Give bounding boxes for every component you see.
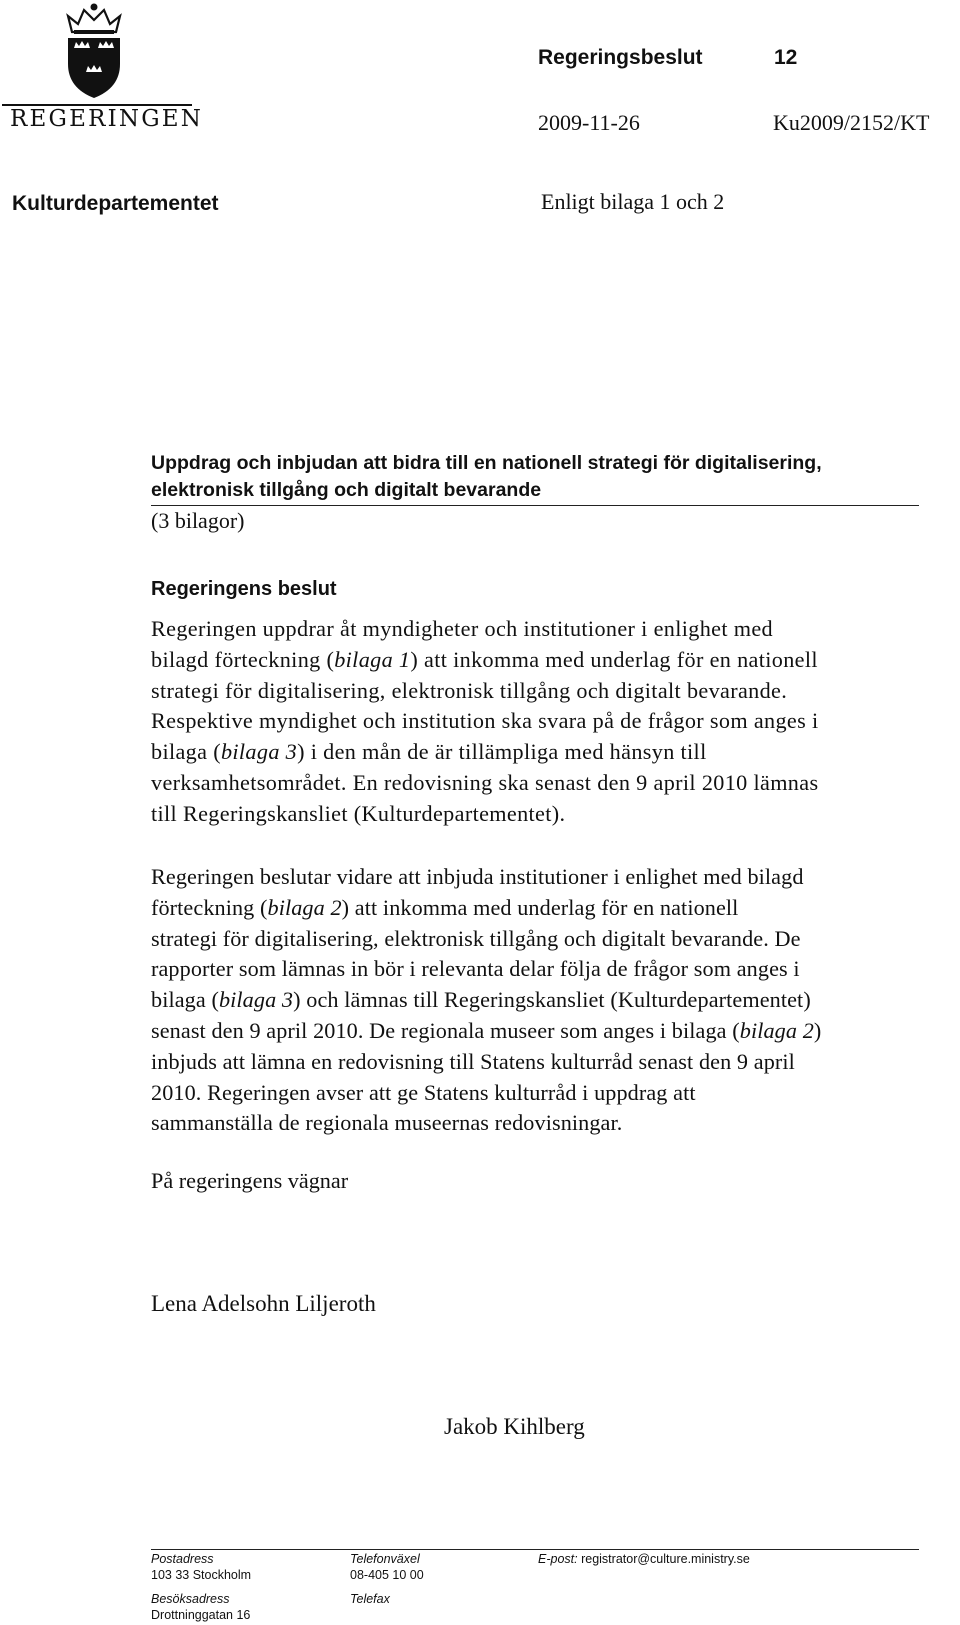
department-name: Kulturdepartementet xyxy=(12,192,219,215)
text-line: rapporter som lämnas in bör i relevanta delar följa de frågor som anges i xyxy=(151,956,800,982)
text-line: strategi för digitalisering, elektronisk tillgång och digitalt bevarande. xyxy=(151,677,788,703)
visit-label: Besöksadress xyxy=(151,1592,230,1606)
official-signature: Jakob Kihlberg xyxy=(444,1414,585,1439)
subject-divider xyxy=(151,505,919,506)
fax-label: Telefax xyxy=(350,1592,390,1606)
document-date: 2009-11-26 xyxy=(538,110,640,135)
closing-phrase: På regeringens vägnar xyxy=(151,1168,349,1193)
email-address[interactable]: registrator@culture.ministry.se xyxy=(581,1552,750,1566)
text-line: inbjuds att lämna en redovisning till Statens kulturråd senast den 9 april xyxy=(151,1048,795,1074)
text-line: 2010. Regeringen avser att ge Statens kulturråd i uppdrag att xyxy=(151,1079,696,1105)
text-line: bilaga (bilaga 3) i den mån de är tillämpliga med hänsyn till xyxy=(151,739,707,765)
postal-address: 103 33 Stockholm xyxy=(151,1568,252,1582)
logo-wordmark: REGERINGEN xyxy=(10,106,204,132)
subject-line-2: elektronisk tillgång och digitalt bevarande xyxy=(151,479,542,501)
footer-divider xyxy=(151,1549,919,1550)
text-line: till Regeringskansliet (Kulturdepartementet). xyxy=(151,800,566,826)
text-line: Regeringen uppdrar åt myndigheter och institutioner i enlighet med xyxy=(151,616,773,641)
government-logo xyxy=(0,0,204,140)
attachments-count: (3 bilagor) xyxy=(151,508,245,533)
text-line: Respektive myndighet och institution ska svara på de frågor som anges i xyxy=(151,708,819,734)
text-line: senast den 9 april 2010. De regionala museer som anges i bilaga (bilaga 2) xyxy=(151,1017,822,1043)
document-type: Regeringsbeslut xyxy=(538,46,703,69)
email-label: E-post: xyxy=(538,1552,578,1566)
phone-label: Telefonväxel xyxy=(350,1552,420,1566)
page-number: 12 xyxy=(774,46,798,69)
coat-of-arms-icon xyxy=(62,2,126,100)
email-block xyxy=(538,1552,750,1566)
minister-signature: Lena Adelsohn Liljeroth xyxy=(151,1291,376,1316)
postal-label: Postadress xyxy=(151,1552,214,1566)
visit-address: Drottninggatan 16 xyxy=(151,1608,251,1622)
text-line: Regeringen beslutar vidare att inbjuda institutioner i enlighet med bilagd xyxy=(151,864,804,889)
recipient: Enligt bilaga 1 och 2 xyxy=(541,189,725,214)
text-line: bilaga (bilaga 3) och lämnas till Regeringskansliet (Kulturdepartementet) xyxy=(151,987,811,1013)
subject-heading xyxy=(151,450,921,504)
text-line: strategi för digitalisering, elektronisk tillgång och digitalt bevarande. De xyxy=(151,925,801,951)
text-line: förteckning (bilaga 2) att inkomma med underlag för en nationell xyxy=(151,894,739,920)
decision-heading: Regeringens beslut xyxy=(151,578,337,600)
decision-paragraph-1 xyxy=(151,614,931,830)
text-line: sammanställa de regionala museernas redovisningar. xyxy=(151,1110,623,1136)
text-line: bilagd förteckning (bilaga 1) att inkomma med underlag för en nationell xyxy=(151,646,818,672)
decision-paragraph-2 xyxy=(151,862,931,1139)
subject-line-1: Uppdrag och inbjudan att bidra till en nationell strategi för digitalisering, xyxy=(151,452,822,474)
phone-number: 08-405 10 00 xyxy=(350,1568,424,1582)
text-line: verksamhetsområdet. En redovisning ska senast den 9 april 2010 lämnas xyxy=(151,769,819,795)
reference-number: Ku2009/2152/KT xyxy=(773,110,930,135)
